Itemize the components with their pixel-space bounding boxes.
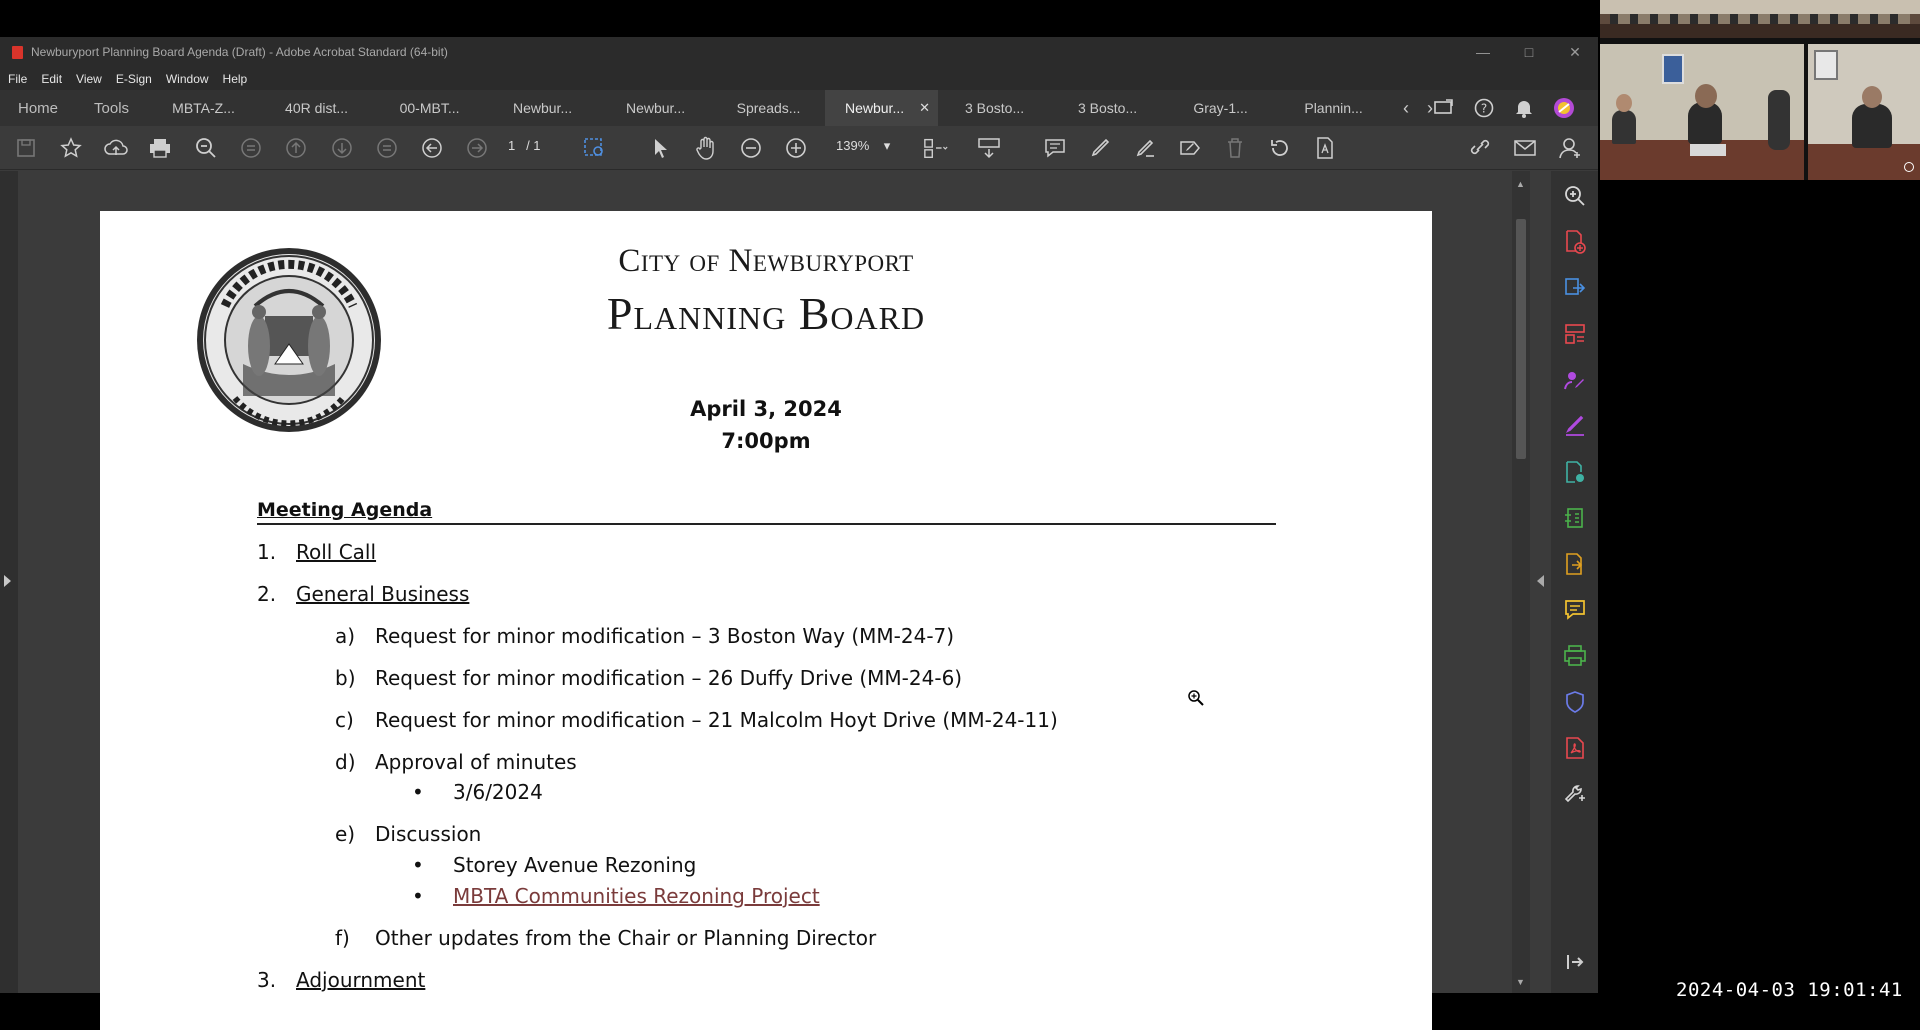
video-tile-main	[1600, 44, 1804, 180]
subitem-text: Request for minor modification – 3 Boston Way (MM-24-7)	[375, 624, 955, 648]
organize-pages-icon[interactable]	[1562, 321, 1588, 347]
share-user-icon[interactable]	[1557, 135, 1583, 161]
doc-tab-label: 00-MBT...	[399, 100, 460, 116]
right-tools-panel	[1551, 171, 1598, 993]
doc-tab-label: Spreads...	[736, 100, 801, 116]
meeting-time: 7:00pm	[721, 429, 811, 453]
collapse-right-panel-icon[interactable]	[1537, 575, 1544, 587]
item-adjournment: Adjournment	[296, 968, 426, 992]
cursor-select-icon[interactable]	[648, 135, 674, 161]
chevron-left-icon[interactable]: ‹	[1403, 97, 1410, 118]
vertical-scrollbar[interactable]	[1512, 171, 1530, 993]
doc-tab-label: Plannin...	[1304, 100, 1363, 116]
comment-panel-icon[interactable]	[1562, 597, 1588, 623]
document-city-title: City of Newburyport	[618, 243, 914, 279]
doc-tab-label: MBTA-Z...	[172, 100, 235, 116]
fill-sign-icon[interactable]	[1177, 135, 1203, 161]
share-screen-icon[interactable]	[1424, 99, 1464, 117]
page-indicator[interactable]	[508, 138, 541, 153]
doc-tab[interactable]	[712, 90, 825, 126]
maximize-icon[interactable]: □	[1524, 44, 1534, 60]
tab-tools[interactable]: Tools	[94, 99, 130, 117]
hand-tool-icon[interactable]	[693, 135, 719, 161]
subitem-label: f)	[335, 926, 350, 950]
video-conference-panel	[1600, 0, 1920, 180]
doc-tab[interactable]	[486, 90, 599, 126]
page-settings-icon[interactable]	[374, 135, 400, 161]
expand-arrow-icon[interactable]	[4, 575, 11, 587]
next-page-down-icon[interactable]	[329, 135, 355, 161]
user-avatar-icon[interactable]	[1544, 97, 1584, 119]
agenda-heading	[257, 499, 1276, 525]
doc-tab-label: Newbur...	[512, 100, 573, 116]
back-icon[interactable]	[419, 135, 445, 161]
print-production-icon[interactable]	[1562, 643, 1588, 669]
menu-bar	[0, 67, 1598, 90]
subitem-text: Other updates from the Chair or Planning Director	[375, 926, 877, 950]
window-title: Newburyport Planning Board Agenda (Draft) - Adobe Acrobat Standard (64-bit)	[31, 45, 448, 59]
doc-tab-label: 3 Bosto...	[1077, 100, 1138, 116]
page-total: / 1	[526, 138, 541, 153]
doc-tab[interactable]	[373, 90, 486, 126]
page-number-input[interactable]: 1	[508, 138, 516, 153]
doc-tab[interactable]	[1164, 90, 1277, 126]
item-roll-call: Roll Call	[296, 540, 377, 564]
document-viewer[interactable]	[0, 171, 1551, 993]
zoom-level-dropdown[interactable]: 139% ▾	[836, 138, 891, 153]
print-icon[interactable]	[147, 135, 173, 161]
help-icon[interactable]	[1464, 98, 1504, 118]
video-tile-room	[1600, 0, 1920, 38]
window-controls	[1460, 37, 1598, 67]
doc-tab[interactable]	[1277, 90, 1390, 126]
scroll-mode-icon[interactable]	[976, 135, 1002, 161]
tab-home[interactable]: Home	[18, 99, 59, 117]
doc-tab-label: Gray-1...	[1193, 100, 1248, 116]
mbta-rezoning-link[interactable]: MBTA Communities Rezoning Project	[453, 884, 820, 908]
bullet-dot: •	[412, 884, 424, 908]
page-display-icon[interactable]	[923, 135, 949, 161]
bullet-dot: •	[412, 853, 424, 877]
select-text-icon[interactable]	[582, 135, 608, 161]
bullet-text: Storey Avenue Rezoning	[453, 853, 697, 877]
subitem-label: b)	[335, 666, 356, 690]
item-number: 1.	[257, 540, 277, 564]
subitem-text: Request for minor modification – 21 Malcolm Hoyt Drive (MM-24-11)	[375, 708, 1058, 732]
left-panel-toggle[interactable]	[0, 171, 18, 993]
doc-tab-label: 40R dist...	[285, 100, 349, 116]
bell-icon[interactable]	[1504, 98, 1544, 118]
subitem-label: a)	[335, 624, 356, 648]
acrobat-window	[0, 37, 1598, 993]
acrobat-app-icon	[12, 46, 23, 59]
menu-help[interactable]: Help	[222, 71, 248, 86]
subitem-label: c)	[335, 708, 354, 732]
menu-window[interactable]: Window	[165, 71, 209, 86]
bullet-dot: •	[412, 780, 424, 804]
fit-page-icon[interactable]	[238, 135, 264, 161]
subitem-label: e)	[335, 822, 356, 846]
menu-file[interactable]: File	[8, 71, 28, 86]
close-tab-icon[interactable]: ✕	[919, 100, 931, 115]
video-timestamp: 2024-04-03 19:01:41	[1676, 979, 1903, 1001]
more-tools-icon[interactable]	[1562, 781, 1588, 807]
doc-tab-label: Newbur...	[844, 100, 905, 116]
zoom-out-icon[interactable]	[738, 135, 764, 161]
email-icon[interactable]	[1512, 135, 1538, 161]
create-pdf-icon[interactable]	[1562, 229, 1588, 255]
link-edit-icon[interactable]	[1467, 135, 1493, 161]
toolbar	[0, 126, 1598, 170]
collapse-tools-icon[interactable]	[1562, 949, 1588, 975]
video-tile-side	[1808, 44, 1920, 180]
pdf-page	[100, 211, 1432, 1030]
scroll-down-icon[interactable]: ▼	[1516, 977, 1525, 987]
rotate-icon[interactable]	[1267, 135, 1293, 161]
edit-pdf-icon[interactable]	[1562, 459, 1588, 485]
delete-icon[interactable]	[1222, 135, 1248, 161]
doc-tab[interactable]	[938, 90, 1051, 126]
protect-shield-icon[interactable]	[1562, 689, 1588, 715]
minimize-icon[interactable]: —	[1476, 44, 1490, 60]
item-number: 2.	[257, 582, 277, 606]
zoom-search-icon[interactable]	[193, 135, 219, 161]
subitem-text: Discussion	[375, 822, 482, 846]
upload-cloud-icon[interactable]	[103, 135, 129, 161]
item-general-business: General Business	[296, 582, 470, 606]
prev-page-up-icon[interactable]	[283, 135, 309, 161]
draw-sign-icon[interactable]	[1132, 135, 1158, 161]
bullet-text: 3/6/2024	[453, 780, 543, 804]
header-icons	[1424, 90, 1584, 126]
zoom-cursor-icon	[1187, 689, 1205, 707]
item-number: 3.	[257, 968, 277, 992]
zoom-in-icon[interactable]	[783, 135, 809, 161]
scrollbar-thumb[interactable]	[1516, 219, 1526, 459]
doc-tab[interactable]	[260, 90, 373, 126]
export-pdf-icon[interactable]	[1562, 275, 1588, 301]
star-icon[interactable]	[58, 135, 84, 161]
doc-tab[interactable]	[147, 90, 260, 126]
subitem-text: Request for minor modification – 26 Duffy Drive (MM-24-6)	[375, 666, 963, 690]
doc-tab-label: 3 Bosto...	[964, 100, 1025, 116]
scan-ocr-icon[interactable]	[1562, 505, 1588, 531]
subitem-text: Approval of minutes	[375, 750, 577, 774]
meeting-date: April 3, 2024	[690, 397, 842, 421]
tab-bar	[0, 90, 1598, 126]
doc-tab-active[interactable]	[825, 90, 938, 126]
highlight-icon[interactable]	[1087, 135, 1113, 161]
chevron-right-icon[interactable]: ›	[1427, 97, 1434, 118]
doc-tab-label: Newbur...	[625, 100, 686, 116]
search-icon[interactable]	[1562, 183, 1588, 209]
menu-esign[interactable]: E-Sign	[115, 71, 152, 86]
document-properties-icon[interactable]	[1312, 135, 1338, 161]
subitem-label: d)	[335, 750, 356, 774]
svg-text:?: ?	[1480, 101, 1488, 116]
comment-icon[interactable]	[1042, 135, 1068, 161]
scroll-up-icon[interactable]: ▲	[1516, 179, 1525, 189]
zoom-level: 139%	[836, 138, 870, 153]
agenda-heading-text: Meeting Agenda	[257, 499, 433, 521]
forward-icon[interactable]	[464, 135, 490, 161]
close-window-icon[interactable]: ✕	[1569, 43, 1581, 60]
menu-view[interactable]: View	[76, 71, 102, 86]
fill-and-sign-icon[interactable]	[1562, 413, 1588, 439]
doc-tab[interactable]	[1051, 90, 1164, 126]
title-bar	[0, 37, 1598, 67]
request-esignature-icon[interactable]	[1562, 367, 1588, 393]
combine-files-icon[interactable]	[1562, 551, 1588, 577]
menu-edit[interactable]: Edit	[41, 71, 63, 86]
save-icon[interactable]	[13, 135, 39, 161]
document-board-title: Planning Board	[606, 288, 926, 339]
acrobat-pdf-icon[interactable]	[1562, 735, 1588, 761]
doc-tab[interactable]	[599, 90, 712, 126]
